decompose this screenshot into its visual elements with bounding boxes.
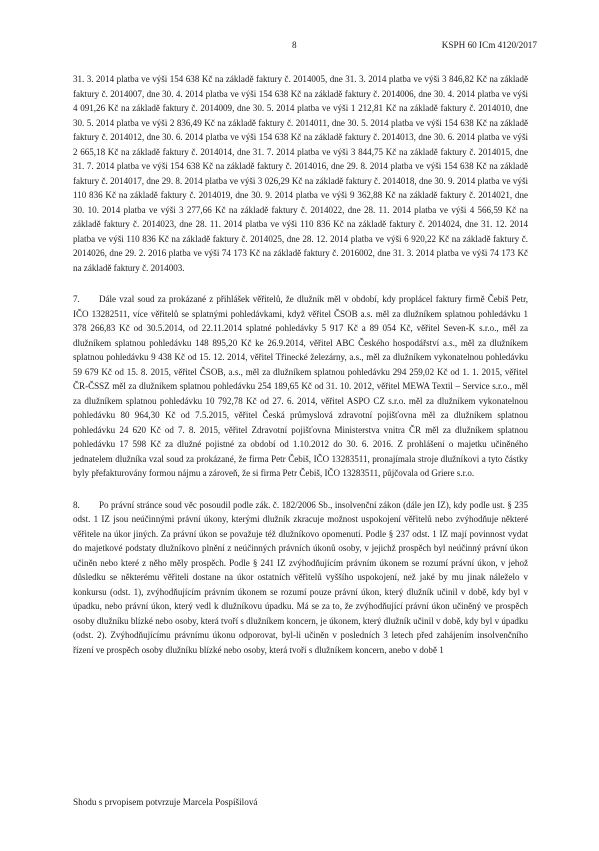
paragraph-7 bbox=[73, 292, 528, 481]
paragraph-8 bbox=[73, 498, 528, 658]
paragraph-8-number: 8. bbox=[73, 499, 80, 510]
certification-footer: Shodu s prvopisem potvrzuje Marcela Pospíšilová bbox=[73, 797, 258, 807]
page-header bbox=[0, 40, 599, 54]
case-reference: KSPH 60 ICm 4120/2017 bbox=[441, 40, 537, 50]
document-body bbox=[73, 72, 528, 657]
paragraph-8-text: Po právní stránce soud věc posoudil podle zák. č. 182/2006 Sb., insolvenční zákon (dále jen IZ), kdy podle ust. § 235 odst. 1 IZ jsou neúčinnými právní úkony, kterými dlužník zkracuje možnost uspokojení věřitelů nebo zvýhodňuje některé věřitele na úkor jiných. Za právní úkon se považuje též dlužníkovo opomenutí. Podle § 237 odst. 1 IZ mají povinnost vydat do majetkové podstaty dlužníkovo plnění z neúčinných právních úkonů osoby, v jejichž prospěch byl neúčinný právní úkon učiněn nebo které z něho měly prospěch. Podle § 241 IZ zvýhodňujícím právním úkonem se rozumí právní úkon, v jehož důsledku se některému věřiteli dostane na úkor ostatních věřitelů vyššího uspokojení, než jaké by mu jinak náleželo v konkursu (odst. 1), zvýhodňujícím právním úkonem se rozumí pouze právní úkon, který dlužník učinil v době, kdy byl v úpadku, nebo právní úkon, který vedl k dlužníkovu úpadku. Má se za to, že zvýhodňující právní úkon učiněný ve prospěch osoby dlužníku blízké nebo osoby, která tvoří s dlužníkem koncern, je úkonem, který dlužník učinil v době, kdy byl v úpadku (odst. 2). Zvýhodňujícímu právnímu úkonu odporovat, byl-li učiněn v posledních 3 letech před zahájením insolvenčního řízení ve prospěch osoby dlužníku blízké nebo osoby, která tvoří s dlužníkem koncern, anebo v době 1 bbox=[73, 499, 528, 655]
payments-paragraph: 31. 3. 2014 platba ve výši 154 638 Kč na základě faktury č. 2014005, dne 31. 3. 2014 platba ve výši 3 846,82 Kč na základě faktury č. 2014007, dne 30. 4. 2014 platba ve výši 154 638 Kč na základě faktury č. 2014006, dne 30. 4. 2014 platba ve výši 4 091,26 Kč na základě faktury č. 2014009, dne 30. 5. 2014 platba ve výši 1 212,81 Kč na základě faktury č. 2014010, dne 30. 5. 2014 platba ve výši 2 836,49 Kč na základě faktury č. 2014011, dne 30. 5. 2014 platba ve výši 154 638 Kč na základě faktury č. 2014012, dne 30. 6. 2014 platba ve výši 154 638 Kč na základě faktury č. 2014013, dne 30. 6. 2014 platba ve výši 2 665,18 Kč na základě faktury č. 2014014, dne 31. 7. 2014 platba ve výši 3 844,75 Kč na základě faktury č. 2014015, dne 31. 7. 2014 platba ve výši 154 638 Kč na základě faktury č. 2014016, dne 29. 8. 2014 platba ve výši 154 638 Kč na základě faktury č. 2014017, dne 29. 8. 2014 platba ve výši 3 026,29 Kč na základě faktury č. 2014018, dne 30. 9. 2014 platba ve výši 110 836 Kč na základě faktury č. 2014019, dne 30. 9. 2014 platba ve výši 9 362,88 Kč na základě faktury č. 2014021, dne 30. 10. 2014 platba ve výši 3 277,66 Kč na základě faktury č. 2014022, dne 28. 11. 2014 platba ve výši 4 566,59 Kč na základě faktury č. 2014023, dne 28. 11. 2014 platba ve výši 110 836 Kč na základě faktury č. 2014024, dne 31. 12. 2014 platba ve výši 110 836 Kč na základě faktury č. 2014025, dne 28. 12. 2014 platba ve výši 6 920,22 Kč na základě faktury č. 2014026, dne 29. 2. 2016 platba ve výši 74 173 Kč na základě faktury č. 2016002, dne 31. 3. 2014 platba ve výši 74 173 Kč na základě faktury č. 2014003. bbox=[73, 74, 528, 273]
page-number: 8 bbox=[292, 40, 297, 50]
paragraph-7-text: Dále vzal soud za prokázané z přihlášek věřitelů, že dlužník měl v období, kdy proplácel faktury firmě Čebiš Petr, IČO 13282511, více věřitelů se splatnými pohledávkami, když věřitel ČSOB a.s. měl za dlužníkem splatnou pohledávku 1 378 266,83 Kč od 30.5.2014, od 22.11.2014 splatné pohledávky 5 917 Kč a 89 054 Kč, věřitel Seven-K s.r.o., měl za dlužníkem splatnou pohledávku 148 895,20 Kč ke 26.9.2014, věřitel ABC Českého hospodářství a.s., měl za dlužníkem splatnou pohledávku 9 438 Kč od 15. 12. 2014, věřitel Třinecké železárny, a.s., měl za dlužníkem vykonatelnou pohledávku 59 679 Kč od 15. 8. 2015, věřitel ČSOB, a.s., měl za dlužníkem splatnou pohledávku 294 259,02 Kč od 1. 1. 2015, věřitel ČR-ČSSZ měl za dlužníkem splatnou pohledávku 254 189,65 Kč od 31. 10. 2012, věřitel MEWA Textil – Service s.r.o., měl za dlužníkem splatnou pohledávku 10 792,78 Kč od 27. 6. 2014, věřitel ASPO CZ s.r.o. měl za dlužníkem vykonatelnou pohledávku 80 964,30 Kč od 7.5.2015, věřitel Česká průmyslová zdravotní pojišťovna měl za dlužníkem splatnou pohledávku 24 620 Kč od 7. 8. 2015, věřitel Zdravotní pojišťovna Ministerstva vnitra ČR měl za dlužníkem splatnou pohledávku 17 598 Kč za dlužné pojistné za období od 1.10.2012 do 30. 6. 2016. Z prohlášení o majetku učiněného jednatelem dlužníka vzal soud za prokázané, že firma Petr Čebiš, IČO 13283511, pronajímala stroje dlužníkovi a tyto částky byly přefakturovány formou nájmu a zároveň, že si firma Petr Čebiš, IČO 13283511, půjčovala od Griere s.r.o. bbox=[73, 294, 528, 478]
paragraph-7-number: 7. bbox=[73, 294, 80, 304]
